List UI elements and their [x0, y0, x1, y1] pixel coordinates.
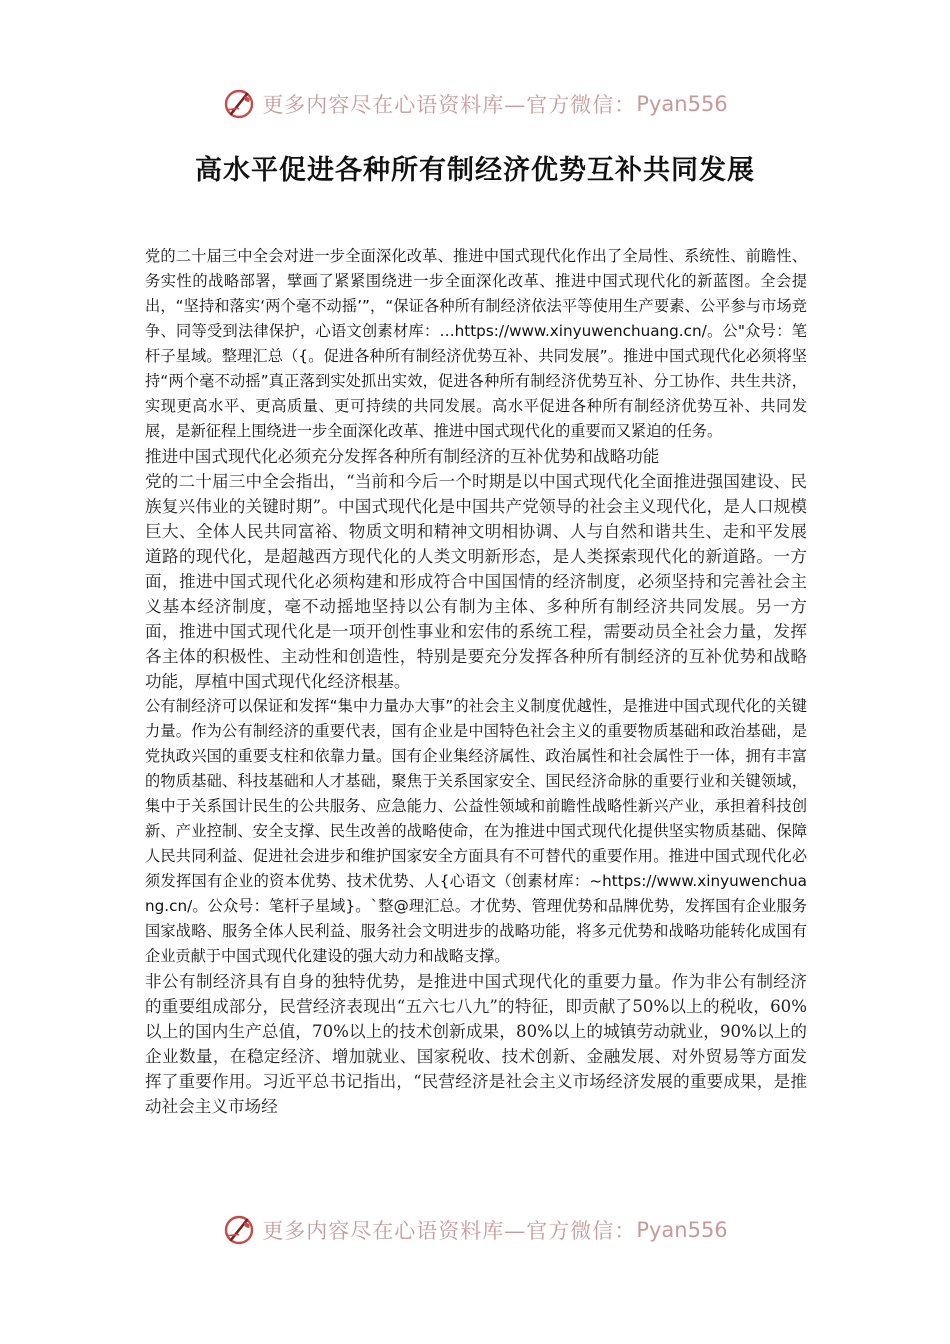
footer-banner: [0, 1210, 950, 1250]
document-body: [145, 244, 807, 1119]
document-title: 高水平促进各种所有制经济优势互补共同发展: [195, 155, 755, 186]
banner-text: 更多内容尽在心语资料库—官方微信：: [262, 93, 637, 117]
banner-wechat-id: Pyan556: [636, 92, 728, 116]
header-banner: [0, 84, 950, 124]
banner-wechat-id: Pyan556: [636, 1218, 728, 1242]
paragraph-non-public: 非公有制经济具有自身的独特优势，是推进中国式现代化的重要力量。作为非公有制经济的重要组成部分，民营经济表现出“五六七八九”的特征，即贡献了50%以上的税收，60%以上的国内生产总值，70%以上的技术创新成果，80%以上的城镇劳动就业，90%以上的企业数量，在稳定经济、增加就业、国家税收、技术创新、金融发展、对外贸易等方面发挥了重要作用。习近平总书记指出，“民营经济是社会主义市场经济发展的重要成果，是推动社会主义市场经: [145, 972, 807, 1116]
paragraph-intro: 党的二十届三中全会对进一步全面深化改革、推进中国式现代化作出了全局性、系统性、前瞻性、务实性的战略部署，擘画了紧紧围绕进一步全面深化改革、推进中国式现代化的新蓝图。全会提出，“坚持和落实‘两个毫不动摇’”，“保证各种所有制经济依法平等使用生产要素、公平参与市场竞争、同等受到法律保护，心语文创素材库：…https://www.xinyuwenchuang.cn/。公"众号：笔杆子星域。整理汇总（{。促进各种所有制经济优势互补、共同发展”。推进中国式现代化必须将坚持“两个毫不动摇”真正落到实处抓出实效，促进各种所有制经济优势互补、分工协作、共生共济，实现更高水平、更高质量、更可持续的共同发展。高水平促进各种所有制经济优势互补、共同发展，是新征程上围绕进一步全面深化改革、推进中国式现代化的重要而又紧迫的任务。: [145, 247, 807, 440]
quill-logo-icon: [222, 1213, 256, 1247]
banner-text: 更多内容尽在心语资料库—官方微信：: [262, 1219, 637, 1243]
quill-logo-icon: [222, 87, 256, 121]
paragraph-modernization: 党的二十届三中全会指出，“当前和今后一个时期是以中国式现代化全面推进强国建设、民族复兴伟业的关键时期”。中国式现代化是中国共产党领导的社会主义现代化，是人口规模巨大、全体人民共同富裕、物质文明和精神文明相协调、人与自然和谐共生、走和平发展道路的现代化，是超越西方现代化的人类文明新形态，是人类探索现代化的新道路。一方面，推进中国式现代化必须构建和形成符合中国国情的经济制度，必须坚持和完善社会主义基本经济制度，毫不动摇地坚持以公有制为主体、多种所有制经济共同发展。另一方面，推进中国式现代化是一项开创性事业和宏伟的系统工程，需要动员全社会力量，发挥各主体的积极性、主动性和创造性，特别是要充分发挥各种所有制经济的互补优势和战略功能，厚植中国式现代化经济根基。: [145, 472, 807, 691]
section-heading: 推进中国式现代化必须充分发挥各种所有制经济的互补优势和战略功能: [145, 447, 660, 466]
paragraph-public-ownership: 公有制经济可以保证和发挥“集中力量办大事”的社会主义制度优越性，是推进中国式现代化的关键力量。作为公有制经济的重要代表，国有企业是中国特色社会主义的重要物质基础和政治基础，是党执政兴国的重要支柱和依靠力量。国有企业集经济属性、政治属性和社会属性于一体，拥有丰富的物质基础、科技基础和人才基础，聚焦于关系国家安全、国民经济命脉的重要行业和关键领域，集中于关系国计民生的公共服务、应急能力、公益性领域和前瞻性战略性新兴产业，承担着科技创新、产业控制、安全支撑、民生改善的战略使命，在为推进中国式现代化提供坚实物质基础、保障人民共同利益、促进社会进步和维护国家安全方面具有不可替代的重要作用。推进中国式现代化必须发挥国有企业的资本优势、技术优势、人{心语文（创素材库：~https://www.xinyuwenchuang.cn/。公众号：笔杆子星域}。`整@理汇总。才优势、管理优势和品牌优势，发挥国有企业服务国家战略、服务全体人民利益、服务社会文明进步的战略功能，将多元优势和战略功能转化成国有企业贡献于中国式现代化建设的强大动力和战略支撑。: [145, 697, 807, 965]
